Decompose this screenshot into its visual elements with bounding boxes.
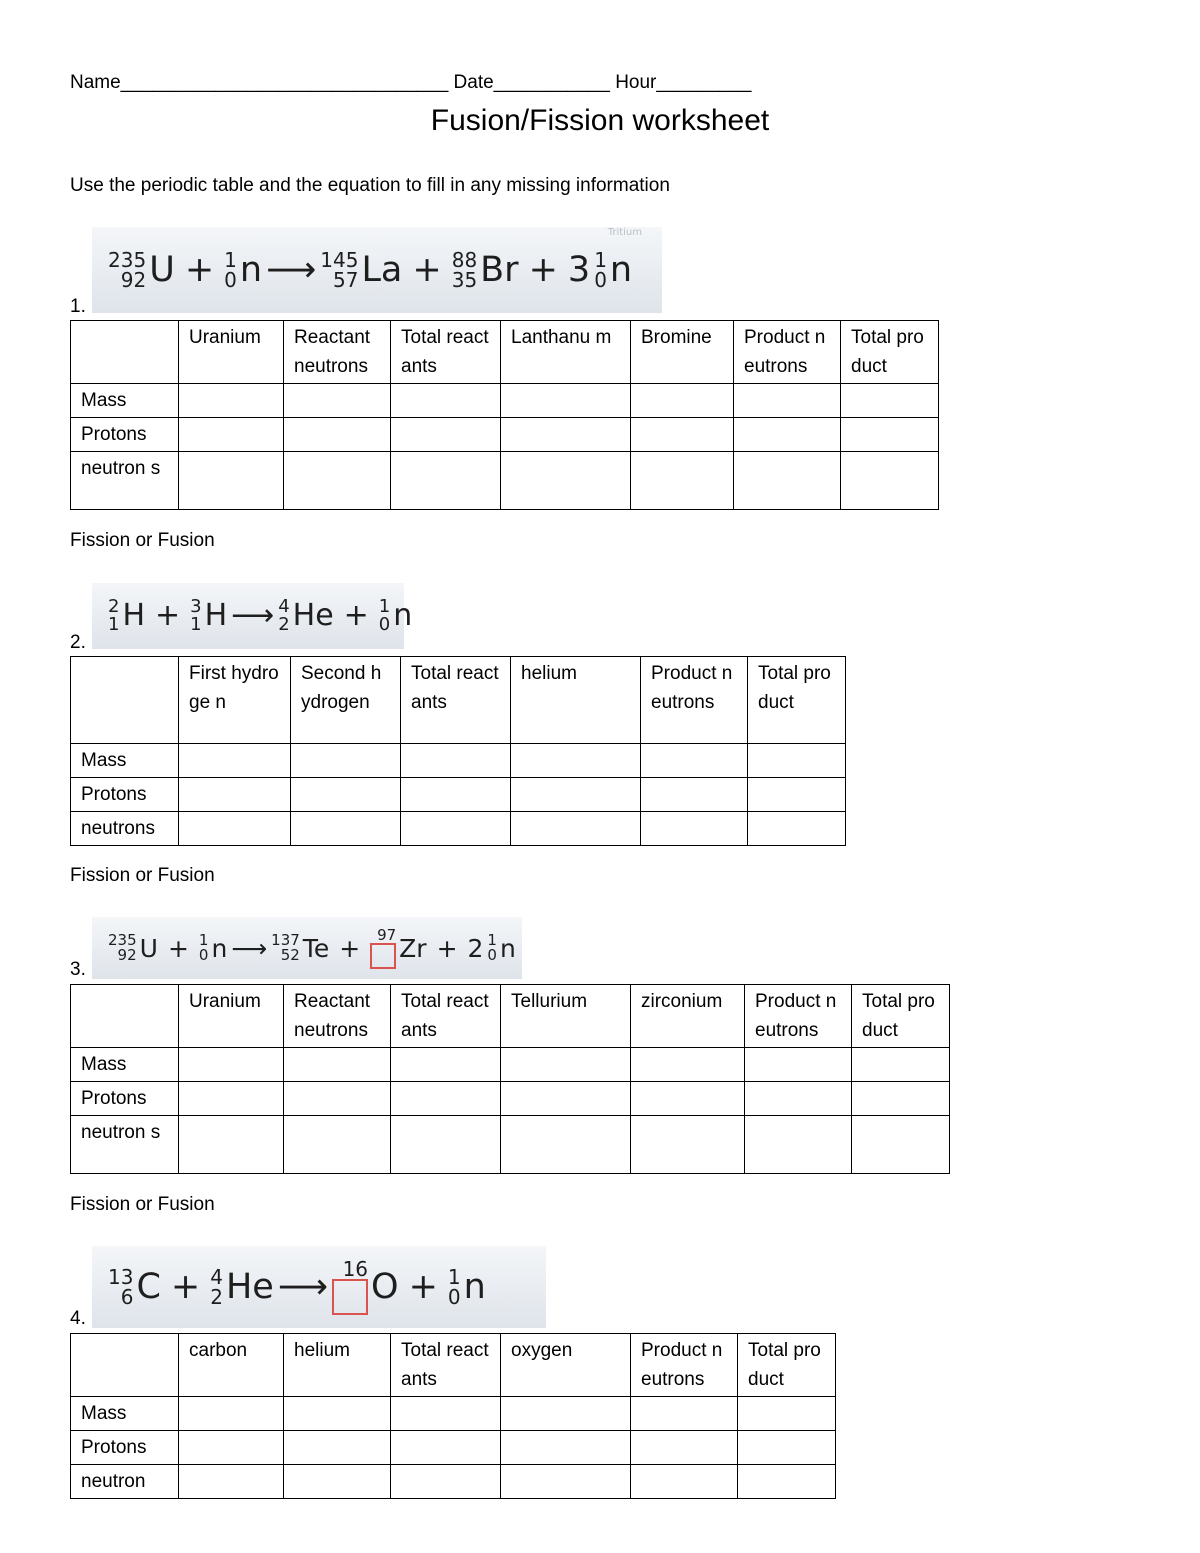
nuclide-neutron: 1 0 n bbox=[594, 248, 633, 292]
column-header: Total product bbox=[748, 657, 846, 744]
corner-cell bbox=[71, 1334, 179, 1397]
answer-cell[interactable] bbox=[738, 1397, 836, 1431]
answer-cell[interactable] bbox=[391, 1397, 501, 1431]
equation-image: 2 1 H + 3 1 H ⟶ 4 2 He + 1 0 n bbox=[92, 583, 404, 649]
column-header: Product neutrons bbox=[745, 985, 852, 1048]
answer-cell[interactable] bbox=[734, 418, 841, 452]
corner-cell bbox=[71, 657, 179, 744]
answer-cell[interactable] bbox=[179, 744, 291, 778]
row-header: Mass bbox=[71, 744, 179, 778]
answer-cell[interactable] bbox=[391, 1082, 501, 1116]
data-table bbox=[70, 656, 846, 846]
answer-cell[interactable] bbox=[631, 1048, 745, 1082]
answer-cell[interactable] bbox=[391, 384, 501, 418]
row-header: Mass bbox=[71, 1048, 179, 1082]
answer-cell[interactable] bbox=[391, 1465, 501, 1499]
reaction-arrow: ⟶ bbox=[231, 598, 275, 633]
watermark-text: Tritium bbox=[607, 227, 642, 238]
nuclide-lanthanum: 145 57 La bbox=[320, 248, 403, 292]
answer-cell[interactable] bbox=[641, 812, 748, 846]
answer-cell[interactable] bbox=[501, 1431, 631, 1465]
nuclide-zirconium: 97 Zr bbox=[370, 928, 426, 969]
column-header: zirconium bbox=[631, 985, 745, 1048]
nuclide-tritium: 3 1 H bbox=[190, 596, 228, 635]
page-title: Fusion/Fission worksheet bbox=[430, 104, 770, 137]
answer-cell[interactable] bbox=[841, 452, 939, 510]
row-header: Mass bbox=[71, 384, 179, 418]
answer-cell[interactable] bbox=[284, 1431, 391, 1465]
nuclide-neutron: 1 0 n bbox=[447, 1265, 486, 1309]
column-header: Uranium bbox=[179, 985, 284, 1048]
answer-cell[interactable] bbox=[745, 1048, 852, 1082]
nuclide-neutron: 1 0 n bbox=[378, 596, 413, 635]
answer-cell[interactable] bbox=[501, 384, 631, 418]
answer-cell[interactable] bbox=[284, 1465, 391, 1499]
answer-cell[interactable] bbox=[748, 778, 846, 812]
answer-cell[interactable] bbox=[734, 452, 841, 510]
row-header: neutrons bbox=[71, 812, 179, 846]
column-header: helium bbox=[511, 657, 641, 744]
answer-cell[interactable] bbox=[511, 744, 641, 778]
fission-or-fusion-prompt: Fission or Fusion bbox=[70, 1194, 215, 1215]
answer-cell[interactable] bbox=[748, 812, 846, 846]
column-header: Total product bbox=[841, 321, 939, 384]
column-header: Product neutrons bbox=[641, 657, 748, 744]
answer-cell[interactable] bbox=[179, 418, 284, 452]
blank-atomic-number-box[interactable] bbox=[332, 1279, 368, 1315]
column-header: First hydroge n bbox=[179, 657, 291, 744]
answer-cell[interactable] bbox=[391, 452, 501, 510]
row-header: Protons bbox=[71, 1082, 179, 1116]
answer-cell[interactable] bbox=[284, 1048, 391, 1082]
answer-cell[interactable] bbox=[641, 744, 748, 778]
answer-cell[interactable] bbox=[631, 1465, 738, 1499]
nuclide-uranium: 235 92 U bbox=[108, 248, 175, 292]
data-table bbox=[70, 1333, 836, 1499]
answer-cell[interactable] bbox=[852, 1116, 950, 1174]
answer-cell[interactable] bbox=[734, 384, 841, 418]
nuclide-neutron: 1 0 n bbox=[224, 248, 263, 292]
coefficient: 2 bbox=[467, 933, 484, 963]
column-header: Total reactants bbox=[391, 321, 501, 384]
answer-cell[interactable] bbox=[179, 812, 291, 846]
column-header: Total product bbox=[738, 1334, 836, 1397]
row-header: Mass bbox=[71, 1397, 179, 1431]
answer-cell[interactable] bbox=[745, 1116, 852, 1174]
column-header: Bromine bbox=[631, 321, 734, 384]
corner-cell bbox=[71, 985, 179, 1048]
answer-cell[interactable] bbox=[391, 1431, 501, 1465]
equation-image: 235 92 U + 1 0 n ⟶ 137 52 Te + 97 Zr + 2 1 0 n bbox=[92, 917, 522, 979]
column-header: Uranium bbox=[179, 321, 284, 384]
row-header: Protons bbox=[71, 778, 179, 812]
answer-cell[interactable] bbox=[501, 418, 631, 452]
answer-cell[interactable] bbox=[631, 1082, 745, 1116]
row-header: neutron bbox=[71, 1465, 179, 1499]
nuclide-deuterium: 2 1 H bbox=[108, 596, 146, 635]
answer-cell[interactable] bbox=[291, 778, 401, 812]
nuclide-uranium: 235 92 U bbox=[108, 931, 158, 964]
answer-cell[interactable] bbox=[391, 1048, 501, 1082]
answer-cell[interactable] bbox=[179, 1465, 284, 1499]
answer-cell[interactable] bbox=[501, 1397, 631, 1431]
answer-cell[interactable] bbox=[501, 1465, 631, 1499]
nuclide-helium: 4 2 He bbox=[278, 596, 334, 635]
fission-or-fusion-prompt: Fission or Fusion bbox=[70, 530, 215, 551]
name-field[interactable]: Name_______________________________ bbox=[70, 72, 449, 93]
answer-cell[interactable] bbox=[511, 778, 641, 812]
equation-image: Tritium 235 92 U + 1 0 n ⟶ 145 57 La + 88 35 Br + 3 1 0 n bbox=[92, 227, 662, 313]
column-header: Lanthanu m bbox=[501, 321, 631, 384]
equation-image: 13 6 C + 4 2 He ⟶ 16 O + 1 0 n bbox=[92, 1246, 546, 1328]
answer-cell[interactable] bbox=[401, 744, 511, 778]
answer-cell[interactable] bbox=[641, 778, 748, 812]
answer-cell[interactable] bbox=[401, 812, 511, 846]
nuclide-neutron: 1 0 n bbox=[487, 931, 516, 964]
answer-cell[interactable] bbox=[738, 1465, 836, 1499]
nuclide-carbon: 13 6 C bbox=[108, 1265, 161, 1309]
answer-cell[interactable] bbox=[179, 1082, 284, 1116]
data-table bbox=[70, 320, 939, 510]
fission-or-fusion-prompt: Fission or Fusion bbox=[70, 865, 215, 886]
answer-cell[interactable] bbox=[179, 778, 291, 812]
answer-cell[interactable] bbox=[284, 1397, 391, 1431]
corner-cell bbox=[71, 321, 179, 384]
answer-cell[interactable] bbox=[748, 744, 846, 778]
column-header: Reactant neutrons bbox=[284, 321, 391, 384]
question-number: 1. bbox=[70, 296, 86, 317]
row-header: Protons bbox=[71, 1431, 179, 1465]
answer-cell[interactable] bbox=[631, 1116, 745, 1174]
answer-cell[interactable] bbox=[179, 1397, 284, 1431]
column-header: Total reactants bbox=[391, 985, 501, 1048]
column-header: Product neutrons bbox=[631, 1334, 738, 1397]
instructions: Use the periodic table and the equation to fill in any missing information bbox=[70, 175, 670, 196]
data-table bbox=[70, 984, 950, 1174]
question-number: 3. bbox=[70, 959, 86, 980]
answer-cell[interactable] bbox=[284, 452, 391, 510]
column-header: Second hydrogen bbox=[291, 657, 401, 744]
answer-cell[interactable] bbox=[501, 1082, 631, 1116]
answer-cell[interactable] bbox=[179, 452, 284, 510]
nuclide-oxygen: 16 O bbox=[332, 1259, 399, 1315]
nuclide-tellurium: 137 52 Te bbox=[271, 931, 330, 964]
answer-cell[interactable] bbox=[631, 452, 734, 510]
answer-cell[interactable] bbox=[291, 744, 401, 778]
answer-cell[interactable] bbox=[841, 384, 939, 418]
coefficient: 3 bbox=[567, 249, 591, 290]
answer-cell[interactable] bbox=[179, 1116, 284, 1174]
nuclide-bromine: 88 35 Br bbox=[451, 248, 519, 292]
answer-cell[interactable] bbox=[501, 1048, 631, 1082]
answer-cell[interactable] bbox=[284, 1082, 391, 1116]
column-header: carbon bbox=[179, 1334, 284, 1397]
answer-cell[interactable] bbox=[284, 418, 391, 452]
reaction-arrow: ⟶ bbox=[277, 1266, 329, 1307]
answer-cell[interactable] bbox=[391, 1116, 501, 1174]
answer-cell[interactable] bbox=[745, 1082, 852, 1116]
column-header: Total reactants bbox=[401, 657, 511, 744]
nuclide-neutron: 1 0 n bbox=[198, 931, 228, 964]
column-header: Tellurium bbox=[501, 985, 631, 1048]
answer-cell[interactable] bbox=[631, 1397, 738, 1431]
answer-cell[interactable] bbox=[631, 418, 734, 452]
reaction-arrow: ⟶ bbox=[266, 249, 317, 290]
column-header: Total reactants bbox=[391, 1334, 501, 1397]
row-header: neutron s bbox=[71, 1116, 179, 1174]
answer-cell[interactable] bbox=[841, 418, 939, 452]
answer-cell[interactable] bbox=[501, 1116, 631, 1174]
hour-field[interactable]: Hour_________ bbox=[615, 72, 752, 93]
answer-cell[interactable] bbox=[852, 1048, 950, 1082]
column-header: Reactant neutrons bbox=[284, 985, 391, 1048]
date-field[interactable]: Date___________ bbox=[453, 72, 610, 93]
answer-cell[interactable] bbox=[179, 1048, 284, 1082]
answer-cell[interactable] bbox=[631, 384, 734, 418]
answer-cell[interactable] bbox=[501, 452, 631, 510]
question-number: 2. bbox=[70, 632, 86, 653]
row-header: neutron s bbox=[71, 452, 179, 510]
nuclide-helium: 4 2 He bbox=[210, 1265, 274, 1309]
answer-cell[interactable] bbox=[179, 384, 284, 418]
column-header: Product neutrons bbox=[734, 321, 841, 384]
answer-cell[interactable] bbox=[401, 778, 511, 812]
row-header: Protons bbox=[71, 418, 179, 452]
answer-cell[interactable] bbox=[291, 812, 401, 846]
column-header: helium bbox=[284, 1334, 391, 1397]
header-line bbox=[70, 72, 752, 94]
answer-cell[interactable] bbox=[391, 418, 501, 452]
answer-cell[interactable] bbox=[284, 384, 391, 418]
answer-cell[interactable] bbox=[631, 1431, 738, 1465]
question-number: 4. bbox=[70, 1308, 86, 1329]
column-header: Total product bbox=[852, 985, 950, 1048]
answer-cell[interactable] bbox=[284, 1116, 391, 1174]
reaction-arrow: ⟶ bbox=[231, 933, 268, 963]
column-header: oxygen bbox=[501, 1334, 631, 1397]
blank-atomic-number-box[interactable] bbox=[370, 943, 396, 969]
answer-cell[interactable] bbox=[511, 812, 641, 846]
answer-cell[interactable] bbox=[738, 1431, 836, 1465]
answer-cell[interactable] bbox=[179, 1431, 284, 1465]
answer-cell[interactable] bbox=[852, 1082, 950, 1116]
